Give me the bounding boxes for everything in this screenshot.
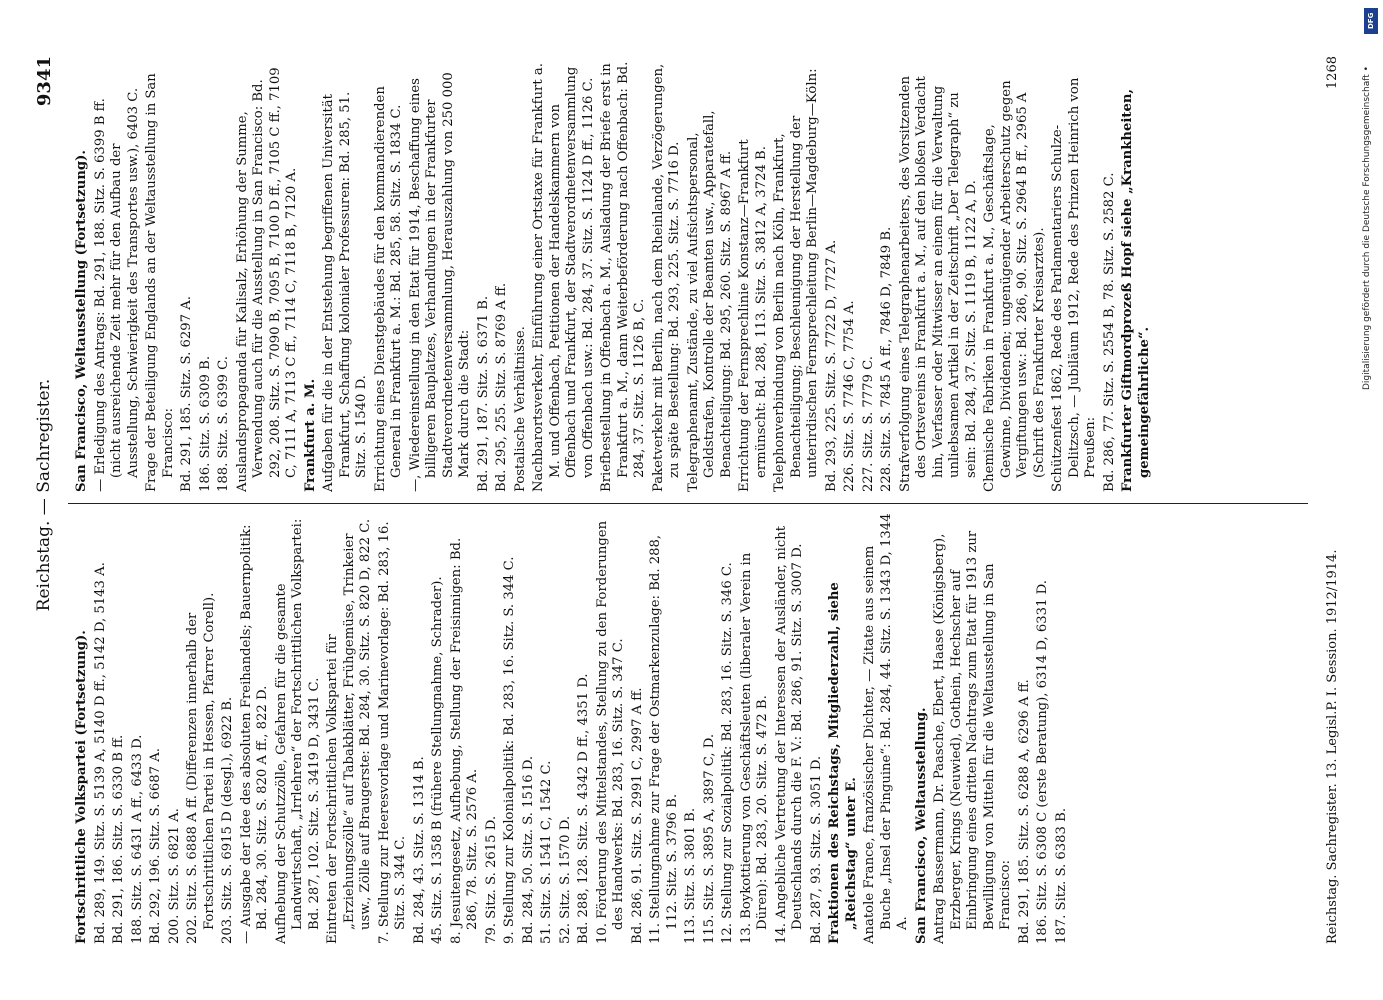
index-entry: 115. Sitz. S. 3895 A, 3897 C, D. bbox=[701, 733, 717, 944]
index-entry: Bd. 288, 128. Sitz. S. 4342 D ff., 4351 D. bbox=[576, 673, 591, 944]
index-entry: 187. Sitz. S. 6383 B. bbox=[1053, 807, 1069, 944]
index-entry: 188. Sitz. S. 6431 A ff., 6433 D. bbox=[129, 734, 145, 944]
index-entry: Bd. 295, 255. Sitz. S. 8769 A ff. bbox=[494, 282, 509, 492]
index-entry: Errichtung eines Dienstgebäudes für den kommandierenden General in Frankfurt a. M.: Bd. 285, 58. Sitz. S. 1834 C. bbox=[372, 86, 404, 492]
index-entry: Bd. 284, 50. Sitz. S. 1516 D. bbox=[520, 755, 536, 944]
index-entry: 202. Sitz. S. 6888 A ff. (Differenzen innerhalb der Fortschrittlichen Partei in Hessen, Pfarrer Corell). bbox=[185, 592, 217, 944]
page-number: 9341 bbox=[33, 56, 55, 107]
index-entry: Telephonverbindung von Berlin nach Köln, Frankfurt, Benachteiligung; Beschleunigung der Herstellung der unterirdischen Fernsprechleitung Berlin—Magdeburg—Köln: bbox=[772, 68, 820, 492]
index-entry: Paketverkehr mit Berlin, nach dem Rheinlande, Verzögerungen, zu späte Bestellung: Bd. 293, 225. Sitz. S. 7716 D. bbox=[650, 63, 682, 492]
index-entry: 186. Sitz. S. 6309 B. bbox=[197, 355, 213, 492]
index-entry: 11. Stellungnahme zur Frage der Ostmarkenzulage: Bd. 288, 112. Sitz. S. 3796 B. bbox=[648, 534, 680, 944]
index-entry: 45. Sitz. S. 1358 B (frühere Stellungnahme, Schrader). bbox=[430, 576, 445, 944]
index-entry: 14. Angebliche Vertretung der Interessen der Ausländer, nicht Deutschlands durch die F. V.: Bd. 286, 91. Sitz. S. 3007 D. bbox=[773, 525, 805, 944]
index-heading: Fraktionen des Reichstags, Mitgliederzahl, siehe „Reichstag“ unter E. bbox=[827, 582, 859, 944]
index-heading: Fortschrittliche Volkspartei (Fortsetzung). bbox=[74, 630, 89, 944]
index-entry: Bd. 292, 196. Sitz. S. 6687 A. bbox=[148, 748, 163, 944]
index-entry: 10. Förderung des Mittelstandes, Stellung zu den Forderungen des Handwerks: Bd. 283, 16. Sitz. S. 347 C. bbox=[594, 520, 626, 944]
index-entry: Schützenfest 1862, Rede des Parlamentariers Schulze-Delitzsch, — Jubiläum 1912, Rede des Prinzen Heinrich von Preußen: bbox=[1050, 77, 1098, 492]
index-entry: Bd. 284, 43. Sitz. S. 1314 B. bbox=[411, 756, 427, 944]
page-footer bbox=[1325, 56, 1340, 944]
index-entry: Aufgaben für die in der Entstehung begriffenen Universität Frankfurt, Schaffung kolonialer Professuren: Bd. 285, 51. Sitz. S. 1540 D. bbox=[321, 91, 369, 492]
index-entry: 13. Boykottierung von Geschäftsleuten (liberaler Verein in Düren): Bd. 283, 20. Sitz. S. 472 B. bbox=[738, 552, 770, 944]
index-entry: 8. Jesuitengesetz, Aufhebung, Stellung der Freisinnigen: Bd. 286, 78. Sitz. S. 2576 A. bbox=[448, 537, 480, 944]
index-entry: Postalische Verhältnisse. bbox=[512, 326, 528, 492]
index-entry: Errichtung der Fernsprechlinie Konstanz—Frankfurt ermünscht: Bd. 288, 113. Sitz. S. 3812 A, 3724 B. bbox=[737, 139, 769, 492]
index-heading: Frankfurt a. M. bbox=[302, 378, 318, 492]
index-entry: Antrag Bassermann, Dr. Paasche, Ebert, Haase (Königsberg), Erzberger, Krings (Neuwied), Gothein, Hechscher auf Einbringung eines dritten Nachtrags zum Etat für 1913 zur Bewilligung von Mitteln für die Weltausstellung in San Francisco: bbox=[932, 530, 1013, 944]
index-entry: — Erledigung des Antrags: Bd. 291, 188. Sitz. S. 6399 B ff. (nicht ausreichende Zeit mehr für den Aufbau der Ausstellung, Schwierigkeit des Transportes usw.), 6403 C. bbox=[92, 87, 141, 492]
index-entry: — Ausgabe der Idee des absoluten Freihandels; Bauernpolitik: Bd. 284, 30. Sitz. S. 820 A ff., 822 D. bbox=[238, 524, 270, 944]
index-heading: San Francisco, Weltausstellung (Fortsetzung). bbox=[74, 150, 89, 492]
index-entry: 228. Sitz. S. 7845 A ff., 7846 D, 7849 B. bbox=[879, 226, 894, 492]
index-entry: 227. Sitz. S. 7779 C. bbox=[860, 356, 876, 492]
index-entry: Bd. 291, 187. Sitz. S. 6371 B. bbox=[475, 295, 491, 492]
index-entry: 188. Sitz. S. 6399 C. bbox=[216, 356, 231, 492]
index-entry: Telegraphenamt, Zustände, zu viel Aufsichtspersonal, Geldstrafen, Kontrolle der Beamten usw., Apparatefall, Benachteiligung: Bd. 295, 260. Sitz. S. 8967 A ff. bbox=[685, 110, 734, 492]
index-entry: Bd. 291, 185. Sitz. S. 6288 A, 6296 A ff. bbox=[1016, 679, 1032, 944]
index-entry: Bd. 286, 91. Sitz. S. 2991 C, 2997 A ff. bbox=[629, 687, 645, 944]
index-entry: Anatole France, französischer Dichter, — Zitate aus seinem Buche „Insel der Pinguine“: Bd. 284, 44. Sitz. S. 1343 D, 1344 A. bbox=[862, 513, 910, 944]
index-entry: 186. Sitz. S. 6308 C (erste Beratung), 6314 D, 6331 D. bbox=[1035, 580, 1050, 944]
left-column bbox=[74, 512, 1300, 944]
footer-source: Reichstag. Sachregister. 13. Legisl.P. I. Session. 1912/1914. bbox=[1325, 549, 1340, 944]
scanned-page bbox=[30, 50, 1350, 950]
index-entry: 79. Sitz. S. 2615 D. bbox=[483, 815, 499, 944]
digitization-credit: Digitalisierung gefördert durch die Deutsche Forschungsgemeinschaft • bbox=[1362, 66, 1372, 390]
index-entry: 226. Sitz. S. 7746 C, 7754 A. bbox=[842, 300, 857, 492]
index-entry: Bd. 291, 185. Sitz. S. 6297 A. bbox=[179, 296, 194, 492]
index-entry: 200. Sitz. S. 6821 A. bbox=[166, 808, 182, 944]
index-heading: San Francisco, Weltausstellung. bbox=[913, 707, 929, 944]
index-entry: 52. Sitz. S. 1570 D. bbox=[557, 815, 573, 944]
index-entry: 51. Sitz. S. 1541 C, 1542 C. bbox=[539, 760, 554, 944]
index-entry: 12. Stellung zur Sozialpolitik: Bd. 283, 16. Sitz. S. 346 C. bbox=[720, 562, 735, 944]
index-entry: Frage der Beteiligung Englands an der Weltausstellung in San Francisco: bbox=[144, 73, 176, 492]
right-column bbox=[74, 60, 1300, 492]
index-entry: Auslandspropaganda für Kalisalz, Erhöhung der Summe, Verwendung auch für die Ausstellung in San Francisco: Bd. 292, 208. Sitz. S. 7090 B, 7095 B, 7100 D ff., 7105 C ff., 7109 C, 7111 A, 7113 C ff., 7114 C, 7118 B, 7120 A. bbox=[234, 67, 299, 492]
rotated-page-content bbox=[30, 50, 1350, 950]
index-entry: 203. Sitz. S. 6915 D (desgl.), 6922 B. bbox=[220, 696, 235, 944]
index-entry: —, Wiedereinstellung in den Etat für 1914, Beschaffung eines billigeren Bauplatzes, Verhandlungen in der Frankfurter Stadtverordnetenversammlung, Herauszahlung von 250 000 Mark durch die Stadt: bbox=[407, 72, 472, 492]
index-entry: 7. Stellung zur Heeresvorlage und Marinevorlage: Bd. 283, 16. Sitz. S. 344 C. bbox=[376, 521, 408, 944]
index-entry: Strafverfolgung eines Telegraphenarbeiters, des Vorsitzenden des Ortsvereins in Frankfurt a. M., auf den bloßen Verdacht hin, Verfasser oder Mitwisser an einem für die Verwaltung unliebsamen Artikel in der Zeitschrift „Der Telegraph“ zu sein: Bd. 284, 37. Sitz. S. 1119 B, 1122 A, D. bbox=[897, 76, 979, 492]
index-entry: Aufhebung der Schutzzölle, Gefahren für die gesamte Landwirtschaft, „Irrlehren“ der Fortschrittlichen Volkspartei: Bd. 287, 102. Sitz. S. 3419 D, 3431 C. bbox=[273, 518, 322, 944]
column-divider bbox=[68, 503, 1308, 504]
index-entry: 113. Sitz. S. 3801 B. bbox=[683, 807, 698, 944]
index-entry: Briefbestellung in Offenbach a. M., Ausladung der Briefe erst in Frankfurt a. M., dann Weiterbeförderung nach Offenbach: Bd. 284, 37. Sitz. S. 1126 B, C. bbox=[599, 61, 647, 492]
index-entry: Bd. 289, 149. Sitz. S. 5139 A, 5140 D ff., 5142 D, 5143 A. bbox=[92, 562, 108, 944]
index-entry: 9. Stellung zur Kolonialpolitik: Bd. 283, 16. Sitz. S. 344 C. bbox=[502, 556, 517, 944]
page-header bbox=[30, 50, 58, 950]
running-head: Reichstag. — Sachregister. bbox=[34, 378, 54, 612]
index-entry: Nachbarortsverkehr, Einführung einer Ortstaxe für Frankfurt a. M. und Offenbach, Petitionen der Handelskammern von Offenbach und Frankfurt, der Stadtverordnetenversammlung von Offenbach usw.: Bd. 284, 37. Sitz. S. 1124 D ff., 1126 C. bbox=[531, 63, 596, 492]
dfg-logo: DFG bbox=[1364, 8, 1378, 34]
index-heading: Frankfurter Giftmordprozeß Hopf siehe „Krankheiten, gemeingefährliche“. bbox=[1120, 88, 1152, 492]
index-entry: Bd. 286, 77. Sitz. S. 2554 B, 78. Sitz. S. 2582 C. bbox=[1101, 172, 1117, 492]
index-entry: Bd. 293, 225. Sitz. S. 7722 D, 7727 A. bbox=[823, 239, 839, 492]
footer-number: 1268 bbox=[1325, 56, 1340, 90]
index-entry: Chemische Fabriken in Frankfurt a. M., Geschäftslage, Gewinne, Dividenden; ungenügender Arbeiterschutz gegen Vergiftungen usw.: Bd. 286, 90. Sitz. S. 2964 B ff., 2965 A (Schrift des Frankfurter Kreisarztes). bbox=[982, 80, 1047, 492]
index-entry: Bd. 287, 93. Sitz. S. 3051 D. bbox=[808, 755, 824, 944]
index-entry: Bd. 291, 186. Sitz. S. 6330 B ff. bbox=[111, 734, 126, 944]
index-entry: Eintreten der Fortschrittlichen Volkspartei für „Erziehungszölle“ auf Tabakblätter, Frühgemüse, Trinkeier usw., Zölle auf Braugerste: Bd. 284, 30. Sitz. S. 820 D, 822 C. bbox=[325, 518, 373, 944]
